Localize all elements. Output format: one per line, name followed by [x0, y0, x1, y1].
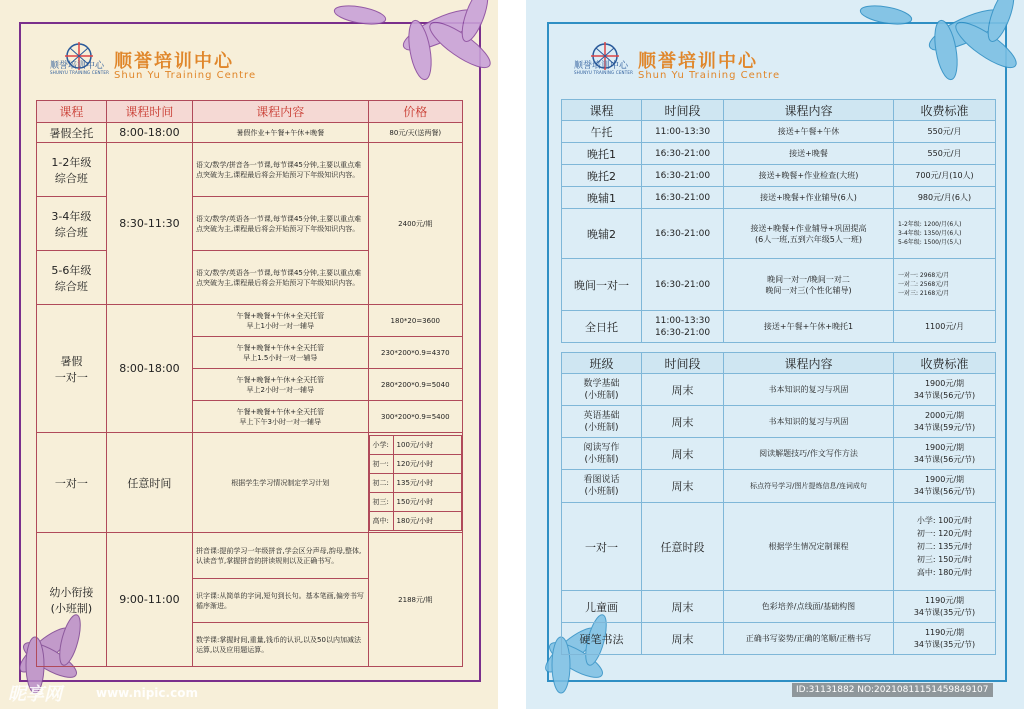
course-content: 接送+晚餐 [724, 143, 894, 165]
table-row [562, 406, 996, 438]
table-row [37, 305, 463, 337]
table-row [562, 187, 996, 209]
header-fee: 收费标准 [894, 100, 996, 121]
watermark-url: www.nipic.com [96, 686, 198, 700]
course-name: 晚间一对一 [562, 259, 642, 311]
course-content: 接送+午餐+午休+晚托1 [724, 311, 894, 343]
logo-cn-small: 顺誉培训中心 [50, 61, 105, 71]
brand-name-en: Shun Yu Training Centre [638, 70, 781, 81]
course-time: 8:00-18:00 [106, 123, 192, 143]
class-name: 英语基础 (小班制) [562, 406, 642, 438]
class-fee: 1900元/期 34节课(56元/节) [894, 374, 996, 406]
course-name: 5-6年级 综合班 [37, 251, 107, 305]
table-header-row [562, 100, 996, 121]
table-row [562, 311, 996, 343]
list-item [369, 473, 461, 492]
course-fee: 980元/月(6人) [894, 187, 996, 209]
list-item [369, 454, 461, 473]
header-time: 课程时间 [106, 101, 192, 123]
price-level: 高中: [369, 511, 393, 530]
table-row [562, 143, 996, 165]
watermark-id: ID:31131882 NO:20210811151459849107 [792, 683, 993, 697]
table-row [562, 591, 996, 623]
course-content: 接送+晚餐+作业检查(大班) [724, 165, 894, 187]
brand-name-cn: 顺誉培训中心 [114, 51, 234, 72]
course-content: 接送+午餐+午休 [724, 121, 894, 143]
course-content: 数学课:掌握时间,重量,钱币的认识,以及50以内加减法运算,以及应用题运算。 [193, 623, 369, 667]
course-fee: 550元/月 [894, 121, 996, 143]
course-content: 接送+晚餐+作业辅导+巩固提高 (6人一班,五到六年级5人一班) [724, 209, 894, 259]
header-fee: 收费标准 [894, 353, 996, 374]
course-time: 11:00-13:30 [642, 121, 724, 143]
list-item [369, 435, 461, 454]
lily-flower-decoration-top [826, 0, 1024, 90]
course-content: 语文/数学/拼音各一节课,每节课45分钟,主要以重点难点突破为主,课程最后将会开始预习下年级知识内容。 [193, 143, 369, 197]
course-content: 午餐+晚餐+午休+全天托管 早上1.5小时一对一辅导 [193, 337, 369, 369]
header-content: 课程内容 [193, 101, 369, 123]
tutoring-price-list [369, 435, 462, 531]
class-fee: 小学: 100元/时 初一: 120元/时 初二: 135元/时 初三: 150元/时 高中: 180元/时 [894, 503, 996, 591]
course-name: 午托 [562, 121, 642, 143]
header-time: 时间段 [642, 353, 724, 374]
course-fee: 1-2年级: 1200/月(6人) 3-4年级: 1350/月(6人) 5-6年级: 1500/月(5人) [894, 209, 996, 259]
class-name: 一对一 [562, 503, 642, 591]
course-time: 16:30-21:00 [642, 165, 724, 187]
course-content: 语文/数学/英语各一节课,每节课45分钟,主要以重点难点突破为主,课程最后将会开始预习下年级知识内容。 [193, 197, 369, 251]
course-fee: 1100元/月 [894, 311, 996, 343]
course-name: 幼小衔接 (小班制) [37, 533, 107, 667]
price-value: 180元/小时 [393, 511, 461, 530]
header-class: 班级 [562, 353, 642, 374]
header-price: 价格 [368, 101, 462, 123]
price-level: 初二: [369, 473, 393, 492]
watermark-brand: 昵享网 [8, 684, 62, 705]
logo-en-small: SHUNYU TRAINING CENTER [50, 70, 110, 75]
header-content: 课程内容 [724, 100, 894, 121]
table-row [562, 374, 996, 406]
course-price: 2400元/期 [368, 143, 462, 305]
price-level: 初三: [369, 492, 393, 511]
course-name: 暑假 一对一 [37, 305, 107, 433]
class-time: 任意时段 [642, 503, 724, 591]
course-name: 晚托2 [562, 165, 642, 187]
course-time: 8:00-18:00 [106, 305, 192, 433]
header-course: 课程 [562, 100, 642, 121]
course-time: 16:30-21:00 [642, 259, 724, 311]
class-fee: 2000元/期 34节课(59元/节) [894, 406, 996, 438]
logo-cn-small: 顺誉培训中心 [574, 61, 629, 71]
course-content: 接送+晚餐+作业辅导(6人) [724, 187, 894, 209]
class-time: 周末 [642, 438, 724, 470]
course-content: 午餐+晚餐+午休+全天托管 早上2小时一对一辅导 [193, 369, 369, 401]
course-price: 180*20=3600 [368, 305, 462, 337]
table-header-row [37, 101, 463, 123]
course-name: 3-4年级 综合班 [37, 197, 107, 251]
course-name: 晚辅2 [562, 209, 642, 259]
price-value: 100元/小时 [393, 435, 461, 454]
class-name: 阅读写作 (小班制) [562, 438, 642, 470]
class-fee: 1190元/期 34节课(35元/节) [894, 591, 996, 623]
course-content: 识字课:从简单的字词,短句到长句。基本笔画,偏旁书写循序渐进。 [193, 579, 369, 623]
course-content: 晚间一对一/晚间一对二 晚间一对三(个性化辅导) [724, 259, 894, 311]
table-row [562, 623, 996, 655]
table-row [562, 470, 996, 503]
class-name: 看图说话 (小班制) [562, 470, 642, 503]
class-content: 色彩培养/点线面/基础构图 [724, 591, 894, 623]
course-time: 8:30-11:30 [106, 143, 192, 305]
class-time: 周末 [642, 374, 724, 406]
course-content: 根据学生学习情况制定学习计划 [193, 433, 369, 533]
course-price: 300*200*0.9=5400 [368, 401, 462, 433]
class-content: 根据学生情况定制课程 [724, 503, 894, 591]
course-name: 晚辅1 [562, 187, 642, 209]
course-time: 9:00-11:00 [106, 533, 192, 667]
price-level: 小学: [369, 435, 393, 454]
table-row [562, 121, 996, 143]
table-row [37, 533, 463, 579]
course-fee: 550元/月 [894, 143, 996, 165]
course-fee: 一对一: 2968元/月 一对二: 2568元/月 一对三: 2168元/月 [894, 259, 996, 311]
class-name: 数学基础 (小班制) [562, 374, 642, 406]
course-content: 语文/数学/英语各一节课,每节课45分钟,主要以重点难点突破为主,课程最后将会开始预习下年级知识内容。 [193, 251, 369, 305]
course-name: 暑假全托 [37, 123, 107, 143]
class-content: 标点符号学习/图片提炼信息/连词成句 [724, 470, 894, 503]
brand-name-en: Shun Yu Training Centre [114, 70, 257, 81]
table-row [37, 143, 463, 197]
class-content: 阅读解题技巧/作文写作方法 [724, 438, 894, 470]
weekend-class-table [561, 352, 996, 655]
table-row [562, 438, 996, 470]
course-content: 拼音课:提前学习一年级拼音,学会区分声母,韵母,整体,认读音节,掌握拼音的拼读规则以及正确书写。 [193, 533, 369, 579]
class-content: 正确书写姿势/正确的笔顺/正楷书写 [724, 623, 894, 655]
course-time: 16:30-21:00 [642, 143, 724, 165]
page-gap [498, 0, 526, 709]
table-header-row [562, 353, 996, 374]
logo-en-small: SHUNYU TRAINING CENTER [574, 70, 634, 75]
class-time: 周末 [642, 591, 724, 623]
course-fee: 700元/月(10人) [894, 165, 996, 187]
price-list-cell [368, 433, 462, 533]
course-time: 任意时间 [106, 433, 192, 533]
course-time: 16:30-21:00 [642, 187, 724, 209]
class-name: 硬笔书法 [562, 623, 642, 655]
course-name: 一对一 [37, 433, 107, 533]
course-content: 午餐+晚餐+午休+全天托管 早上下午3小时一对一辅导 [193, 401, 369, 433]
header-course: 课程 [37, 101, 107, 123]
header-content: 课程内容 [724, 353, 894, 374]
class-content: 书本知识的复习与巩固 [724, 406, 894, 438]
course-content: 午餐+晚餐+午休+全天托管 早上1小时一对一辅导 [193, 305, 369, 337]
course-name: 晚托1 [562, 143, 642, 165]
table-row [562, 209, 996, 259]
table-row [562, 503, 996, 591]
class-time: 周末 [642, 623, 724, 655]
table-row [37, 123, 463, 143]
brand-name-cn: 顺誉培训中心 [638, 51, 758, 72]
list-item [369, 492, 461, 511]
header-time: 时间段 [642, 100, 724, 121]
course-content: 暑假作业+午餐+午休+晚餐 [193, 123, 369, 143]
course-name: 1-2年级 综合班 [37, 143, 107, 197]
lily-flower-decoration-top [300, 0, 498, 90]
course-price: 280*200*0.9=5040 [368, 369, 462, 401]
class-fee: 1900元/期 34节课(56元/节) [894, 438, 996, 470]
course-price: 2188元/期 [368, 533, 462, 667]
left-flyer [0, 0, 498, 709]
price-value: 135元/小时 [393, 473, 461, 492]
list-item [369, 511, 461, 530]
course-name: 全日托 [562, 311, 642, 343]
class-time: 周末 [642, 470, 724, 503]
class-fee: 1900元/期 34节课(56元/节) [894, 470, 996, 503]
class-content: 书本知识的复习与巩固 [724, 374, 894, 406]
price-value: 120元/小时 [393, 454, 461, 473]
daycare-table [561, 99, 996, 343]
price-level: 初一: [369, 454, 393, 473]
course-price: 80元/天(送两餐) [368, 123, 462, 143]
class-fee: 1190元/期 34节课(35元/节) [894, 623, 996, 655]
course-time: 11:00-13:30 16:30-21:00 [642, 311, 724, 343]
class-time: 周末 [642, 406, 724, 438]
table-row [562, 259, 996, 311]
summer-course-table [36, 100, 463, 667]
table-row [37, 433, 463, 533]
course-price: 230*200*0.9=4370 [368, 337, 462, 369]
table-row [562, 165, 996, 187]
course-time: 16:30-21:00 [642, 209, 724, 259]
class-name: 儿童画 [562, 591, 642, 623]
price-value: 150元/小时 [393, 492, 461, 511]
